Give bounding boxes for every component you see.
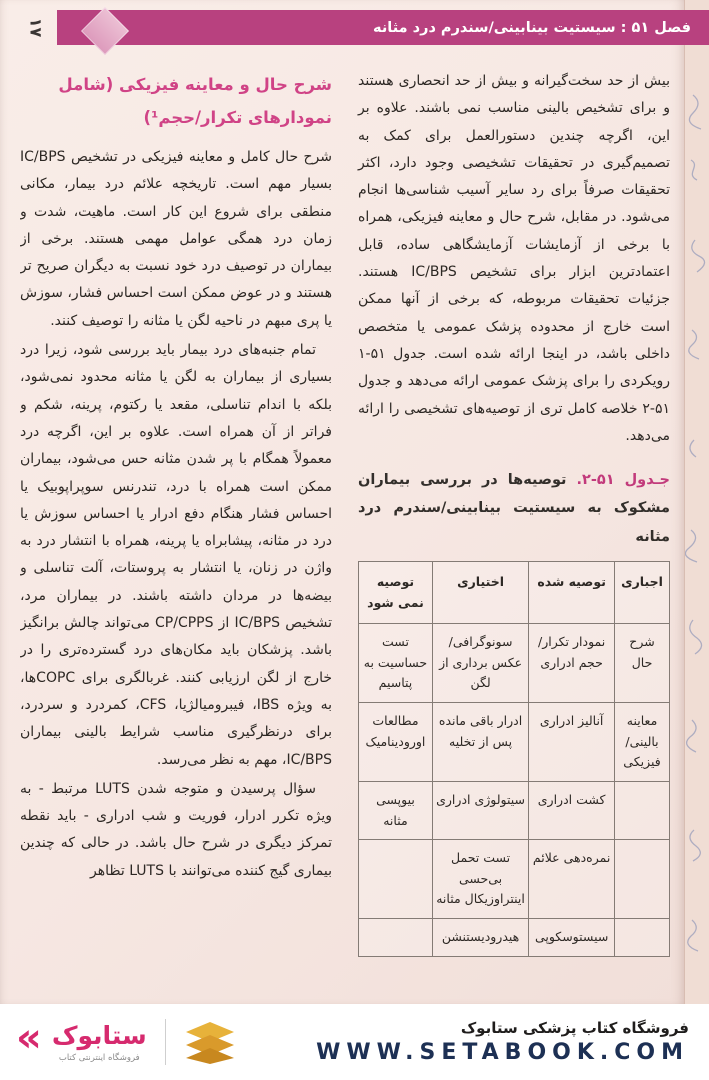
table-cell	[615, 781, 670, 839]
table-row	[359, 840, 670, 919]
table-cell: شرح حال	[615, 624, 670, 703]
setabook-logo	[16, 1015, 236, 1065]
store-name: فروشگاه کتاب پزشکی ستابوک	[460, 1019, 689, 1037]
article-body	[20, 68, 670, 1002]
recommendations-table	[358, 561, 670, 957]
table-header-cell: توصیه شده	[529, 561, 615, 623]
table-header-cell: اجباری	[615, 561, 670, 623]
table-cell: ادرار باقی مانده پس از تخلیه	[432, 703, 528, 782]
table-row	[359, 919, 670, 957]
page-edge	[684, 0, 709, 1004]
body-paragraph: سؤال پرسیدن و متوجه شدن LUTS مرتبط - به ویژه تکرر ادرار، فوریت و شب ادراری - باید نقطه تمرکز دیگری در شرح حال باشد. در حالی که چندین بیماری گیج کننده می‌توانند با LUTS تظاهر	[20, 780, 332, 879]
table-header-row	[359, 561, 670, 623]
logo-text-block	[52, 1021, 147, 1063]
column-left	[20, 68, 332, 1002]
body-paragraph: شرح حال کامل و معاینه فیزیکی در تشخیص IC/BPS بسیار مهم است. تاریخچه علائم درد بیمار، مکانی منطقی برای شروع این کار است. ماهیت، شدت و زمان درد همگی عوامل مهمی هستند. برخی از بیماران در توصیف درد خود نسبت به دیگران صریح تر هستند و در عوض ممکن است احساس فشار، سوزش یا پری مبهم در ناحیه لگن یا مثانه را توصیف کنند.	[20, 149, 332, 329]
table-cell: نمودار تکرار/حجم ادراری	[529, 624, 615, 703]
website-url: WWW.SETABOOK.COM	[316, 1040, 689, 1065]
footer-text-block	[316, 1019, 693, 1065]
chapter-title: فصل ۵۱ : سیستیت بینابینی/سندرم درد مثانه	[373, 19, 691, 36]
table-row	[359, 781, 670, 839]
table-cell: کشت ادراری	[529, 781, 615, 839]
footer	[0, 1004, 709, 1080]
logo-wordmark: ستابوک	[51, 1021, 147, 1050]
body-paragraph: بیش از حد سخت‌گیرانه و بیش از حد انحصاری هستند و برای تشخیص بالینی مناسب نمی باشند. علاوه بر این، اگرچه چندین دستورالعمل برای کمک به تصمیم‌گیری در تحقیقات تشخیصی وجود دارد، اکثر تحقیقات صرفاً برای رد سایر آسیب شناسی‌ها انجام می‌شود. در مقابل، شرح حال و معاینه فیزیکی، همراه با برخی از آزمایشات آزمایشگاهی ساده، قابل اعتمادترین ابزار برای تشخیص IC/BPS هستند. جزئیات تحقیقات مربوطه، که برخی از آنها ممکن است خارج از محدوده پزشک عمومی یا متخصص داخلی باشد، در اینجا ارائه شده است. جدول ۵۱-۱ رویکردی را برای پزشک عمومی ارائه می‌دهد و جدول ۵۱-۲ خلاصه کامل تری از توصیه‌های تشخیصی را ارائه می‌دهد.	[358, 73, 670, 444]
table-cell	[359, 919, 433, 957]
table-cell	[359, 840, 433, 919]
table-cell	[615, 919, 670, 957]
section-heading: شرح حال و معاینه فیزیکی (شامل نمودارهای تکرار/حجم¹)	[58, 75, 332, 127]
table-cell: تست حساسیت به پتاسیم	[359, 624, 433, 703]
table-cell: آنالیز ادراری	[529, 703, 615, 782]
book-emblem-icon	[184, 1020, 236, 1064]
table-caption-text: توصیه‌ها در بررسی بیماران مشکوک به سیستیت بینابینی/سندرم درد مثانه	[358, 472, 670, 545]
table-cell: تست تحمل بی‌حسی اینتراوزیکال مثانه	[432, 840, 528, 919]
table-caption	[358, 466, 670, 551]
table-cell: معاینه بالینی/فیزیکی	[615, 703, 670, 782]
table-cell: سونوگرافی/ عکس برداری از لگن	[432, 624, 528, 703]
table-caption-label: جـدول ۵۱-۲.	[576, 472, 670, 489]
table-cell: سیتولوژی ادراری	[432, 781, 528, 839]
body-paragraph: تمام جنبه‌های درد بیمار باید بررسی شود، زیرا درد بسیاری از بیماران به لگن یا مثانه محدود نمی‌شود، بلکه با اندام تناسلی، مقعد یا رکتوم، پرینه، شکم و فراتر از آن همراه است. علاوه بر این، اگرچه درد معمولاً همگام با پر شدن مثانه حس می‌شود، بیماران ممکن است همراه با درد، تندرنس سوپراپوبیک یا احساس فشار هنگام دفع ادرار یا احساس سوزش یا درد در مثانه، پیشابراه یا پرینه، همراه با انتشار درد به واژن در زنان، یا انتشار به پروستات، آلت تناسلی و بیضه‌ها در مردان داشته باشند. در بیماران مرد، تشخیص IC/BPS از CP/CPPS می‌تواند چالش برانگیز باشد. پزشکان باید مکان‌های درد گسترده‌تری را در خارج از لگن ارزیابی کنند. غربالگری برای COPCها، به ویژه IBS، فیبرومیالژیا، CFS، کمردرد و سردرد، برای درنظرگیری مناسب شرایط بالینی بیماران IC/BPS، مهم به نظر می‌رسد.	[20, 342, 333, 768]
table-cell: سیستوسکوپی	[529, 919, 615, 957]
table-row	[359, 703, 670, 782]
logo-divider	[165, 1019, 166, 1065]
chevrons-icon: «	[16, 1015, 42, 1061]
table-cell: بیوپسی مثانه	[359, 781, 433, 839]
table-header-cell: توصیه نمی شود	[359, 561, 433, 623]
chapter-header-bar	[57, 10, 709, 45]
table-header-cell: اختیاری	[432, 561, 528, 623]
table-cell: هیدرودیستنشن	[432, 919, 528, 957]
table-cell: نمره‌دهی علائم	[529, 840, 615, 919]
logo-subtitle: فروشگاه اینترنتی کتاب	[58, 1053, 140, 1063]
table-cell: مطالعات اورودینامیک	[359, 703, 433, 782]
table-cell	[615, 840, 670, 919]
handwriting-scribbles	[685, 0, 709, 1004]
table-row	[359, 624, 670, 703]
column-right	[358, 68, 670, 1002]
page-number: ۱۷	[26, 17, 46, 38]
